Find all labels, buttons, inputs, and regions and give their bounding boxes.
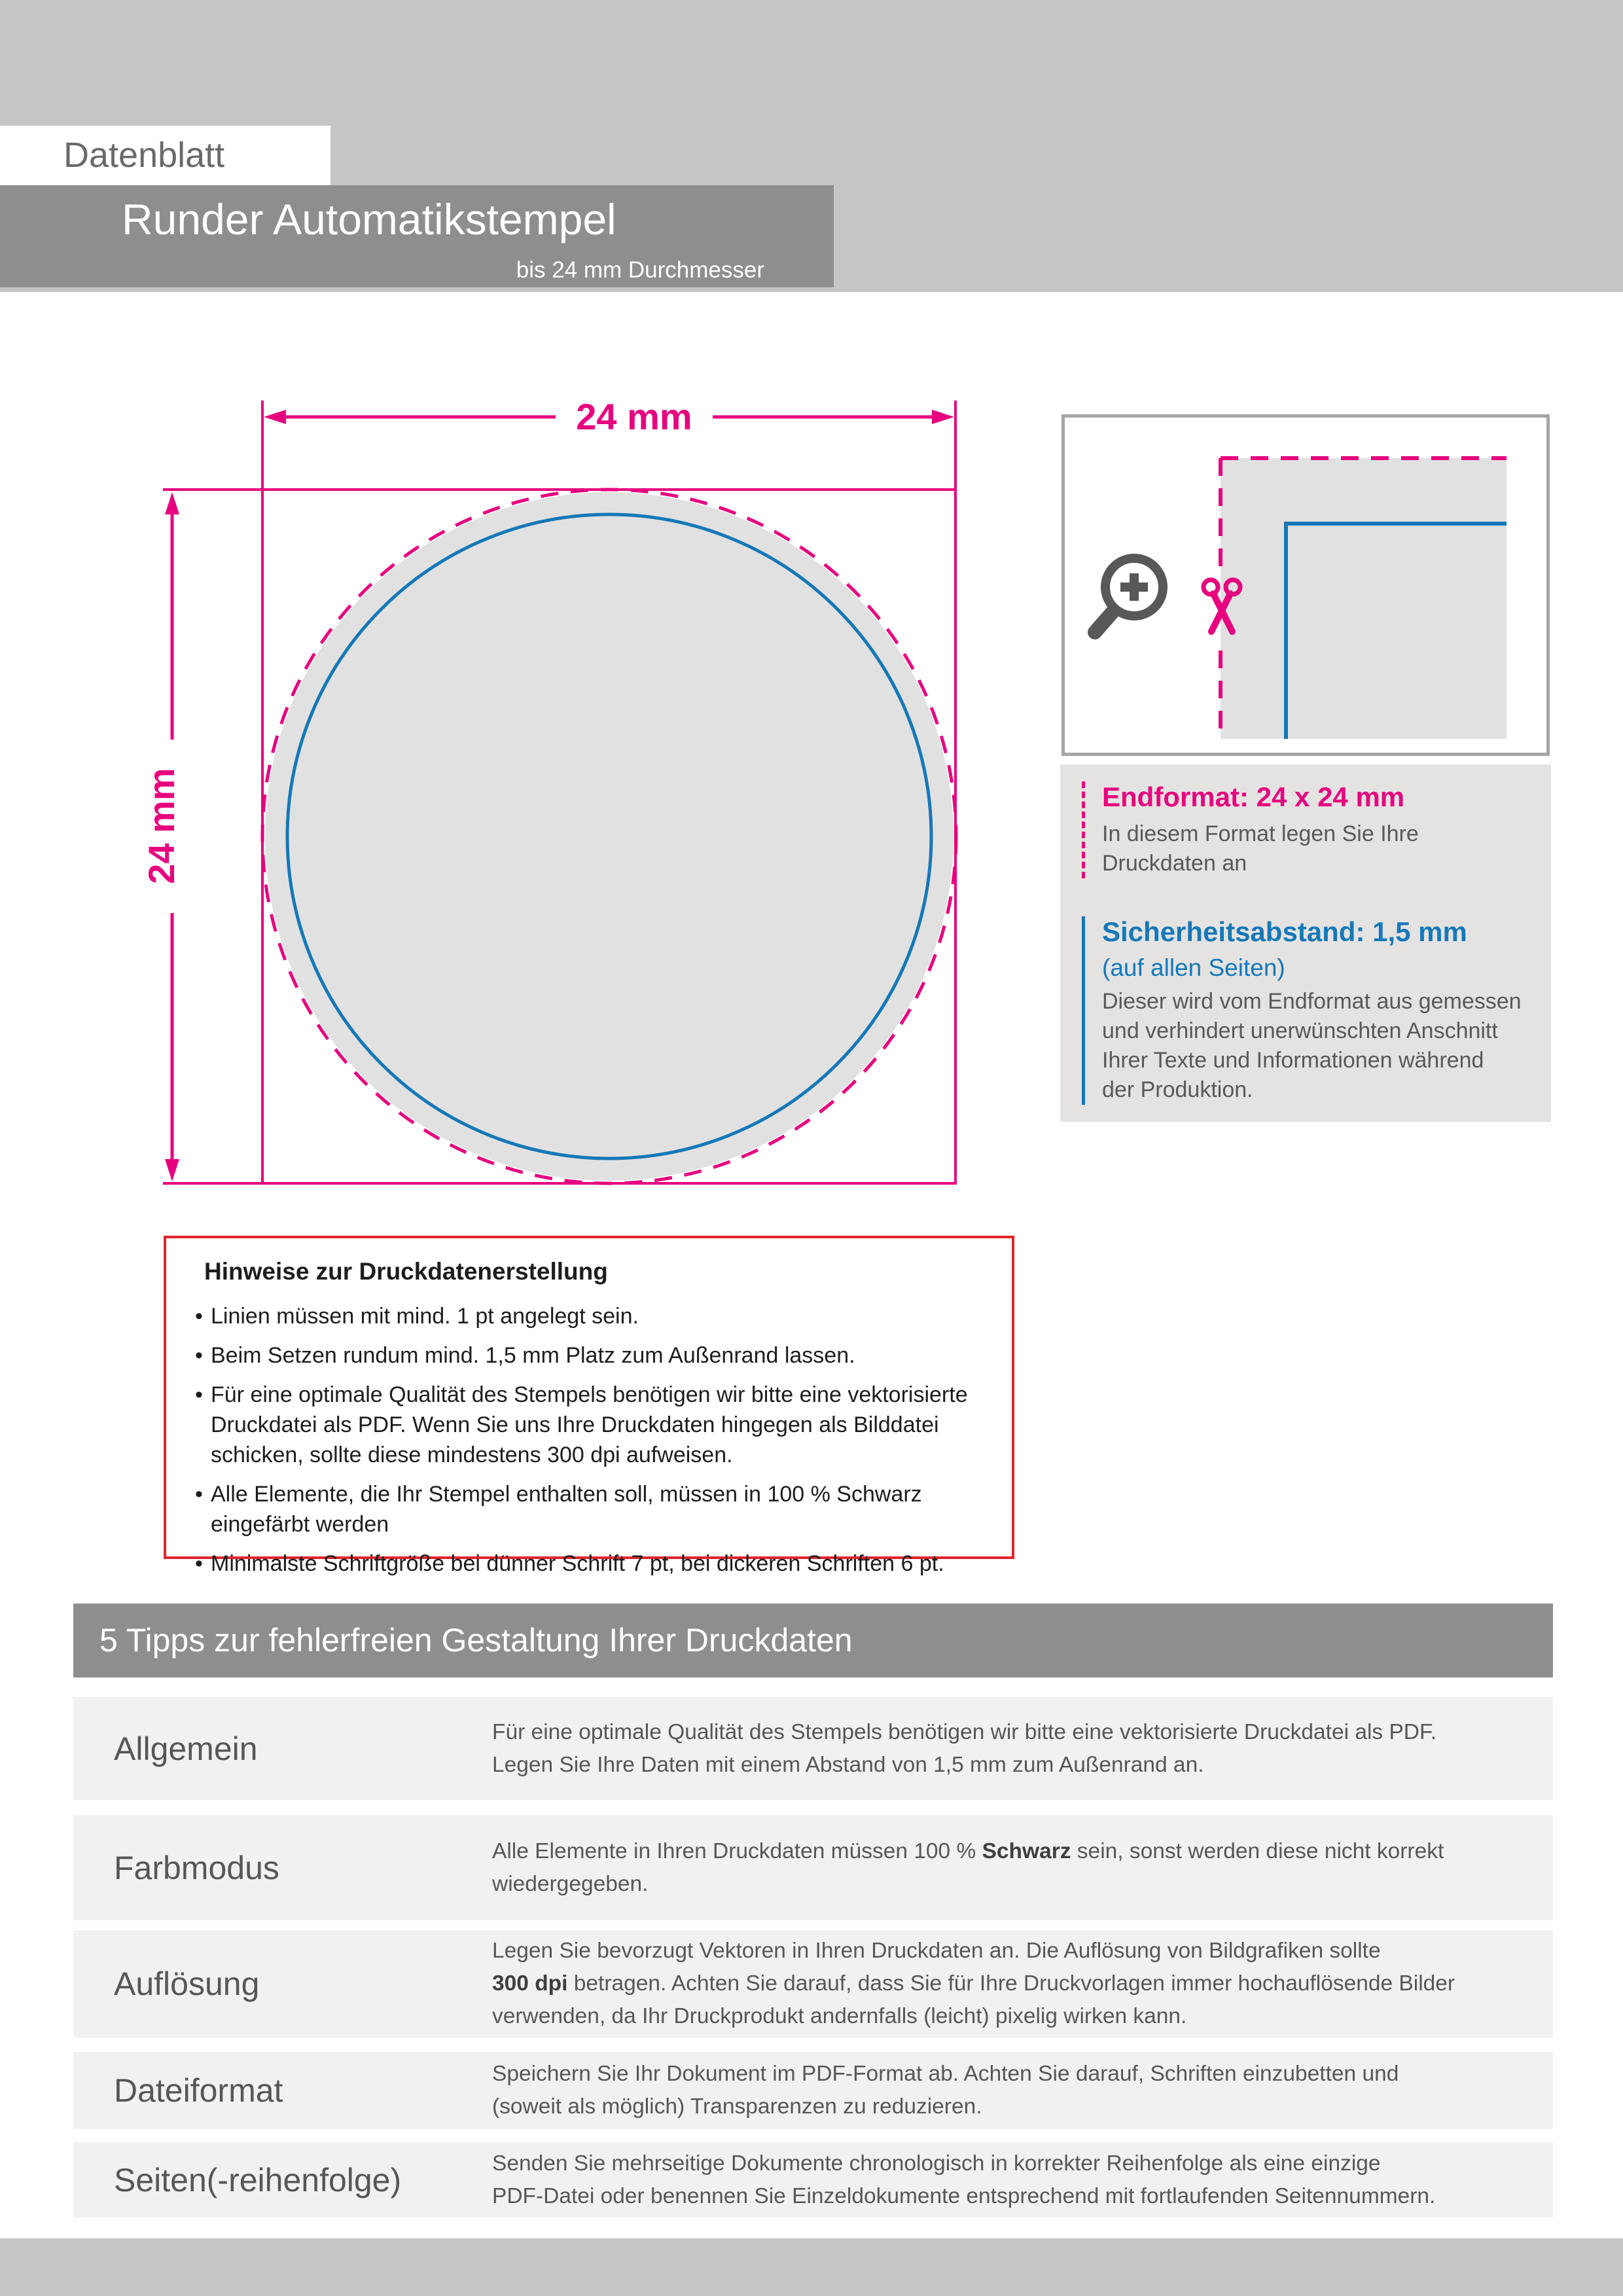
tip-row-label: Farbmodus xyxy=(114,1849,279,1886)
zoom-plus-icon xyxy=(1095,558,1163,632)
note-item: • Für eine optimale Qualität des Stempels benötigen wir bitte eine vektorisierte Druckdatei als PDF. Wenn Sie uns Ihre Druckdaten hingegen als Bilddatei schicken, sollte diese mindestens 300 dpi aufweisen. xyxy=(195,1380,999,1470)
tip-row-dateiformat xyxy=(73,2052,1553,2129)
tip-row-label: Allgemein xyxy=(114,1730,258,1767)
notes-list xyxy=(195,1301,999,1579)
tip-row-text: Speichern Sie Ihr Dokument im PDF-Format ab. Achten Sie darauf, Schriften einzubetten und (soweit als möglich) Transparenzen zu reduzieren. xyxy=(492,2062,1399,2119)
tip-row-label: Auflösung xyxy=(114,1965,260,2002)
tip-row-label: Seiten(-reihenfolge) xyxy=(114,2161,402,2198)
bleed-detail-box xyxy=(1061,414,1550,756)
stamp-plate-fill xyxy=(265,492,954,1181)
legend-panel xyxy=(1060,764,1551,1122)
detail-plate-fill xyxy=(1221,458,1507,739)
bleed-detail-svg xyxy=(1065,418,1546,753)
endformat-title: Endformat: 24 x 24 mm xyxy=(1102,781,1405,812)
note-item: • Linien müssen mit mind. 1 pt angelegt sein. xyxy=(195,1301,999,1331)
note-item: • Beim Setzen rundum mind. 1,5 mm Platz zum Außenrand lassen. xyxy=(195,1340,999,1371)
tip-row-label: Dateiformat xyxy=(114,2072,283,2109)
tip-row-seitenreihenfolge xyxy=(73,2142,1553,2217)
endformat-desc: In diesem Format legen Sie Ihre Druckdaten an xyxy=(1102,821,1419,876)
tips-title: 5 Tipps zur fehlerfreien Gestaltung Ihrer Druckdaten xyxy=(99,1622,853,1659)
page-title: Runder Automatikstempel xyxy=(122,195,616,243)
tips-bar xyxy=(73,1604,1553,1677)
height-dimension-label: 24 mm xyxy=(141,747,183,905)
safety-subtitle: (auf allen Seiten) xyxy=(1102,954,1285,981)
page-subtitle: bis 24 mm Durchmesser xyxy=(516,257,764,283)
tip-row-aufloesung xyxy=(73,1930,1553,2037)
tip-row-farbmodus xyxy=(73,1815,1553,1920)
tip-row-allgemein xyxy=(73,1697,1553,1800)
tip-row-text: Für eine optimale Qualität des Stempels benötigen wir bitte eine vektorisierte Druckdatei als PDF. Legen Sie Ihre Daten mit einem Abstand von 1,5 mm zum Außenrand an. xyxy=(492,1719,1437,1777)
safety-desc: Dieser wird vom Endformat aus gemessen und verhindert unerwünschten Anschnitt Ihrer Texte und Informationen während der Produktion. xyxy=(1102,989,1522,1102)
legend-safety xyxy=(1082,916,1538,1105)
kicker-box xyxy=(0,126,330,185)
title-bar xyxy=(0,185,834,287)
footer-band xyxy=(0,2238,1623,2296)
notes-title: Hinweise zur Druckdatenerstellung xyxy=(204,1258,608,1285)
kicker-label: Datenblatt xyxy=(63,135,225,175)
legend-endformat xyxy=(1082,781,1538,878)
stamp-diagram-svg xyxy=(98,380,1027,1204)
notes-box xyxy=(164,1236,1014,1576)
note-item: • Minimalste Schriftgröße bei dünner Schrift 7 pt, bei dickeren Schriften 6 pt. xyxy=(195,1549,999,1579)
width-dimension-label: 24 mm xyxy=(556,396,713,438)
tip-row-text: Legen Sie bevorzugt Vektoren in Ihren Druckdaten an. Die Auflösung von Bildgrafiken sollte 300 dpi betragen. Achten Sie darauf, dass Sie für Ihre Druckvorlagen immer hochauflösende Bilder verwenden, da Ihr Druckprodukt andernfalls (leicht) pixelig wirken kann. xyxy=(492,1939,1455,2028)
tip-row-text: Senden Sie mehrseitige Dokumente chronologisch in korrekter Reihenfolge als eine einzige PDF-Datei oder benennen Sie Einzeldokumente entsprechend mit fortlaufenden Seitennummern. xyxy=(492,2151,1436,2208)
note-item: • Alle Elemente, die Ihr Stempel enthalten soll, müssen in 100 % Schwarz eingefärbt werden xyxy=(195,1479,999,1539)
safety-title: Sicherheitsabstand: 1,5 mm xyxy=(1102,916,1467,947)
tip-row-text: Alle Elemente in Ihren Druckdaten müssen 100 % Schwarz sein, sonst werden diese nicht korrekt wiedergegeben. xyxy=(492,1839,1444,1896)
